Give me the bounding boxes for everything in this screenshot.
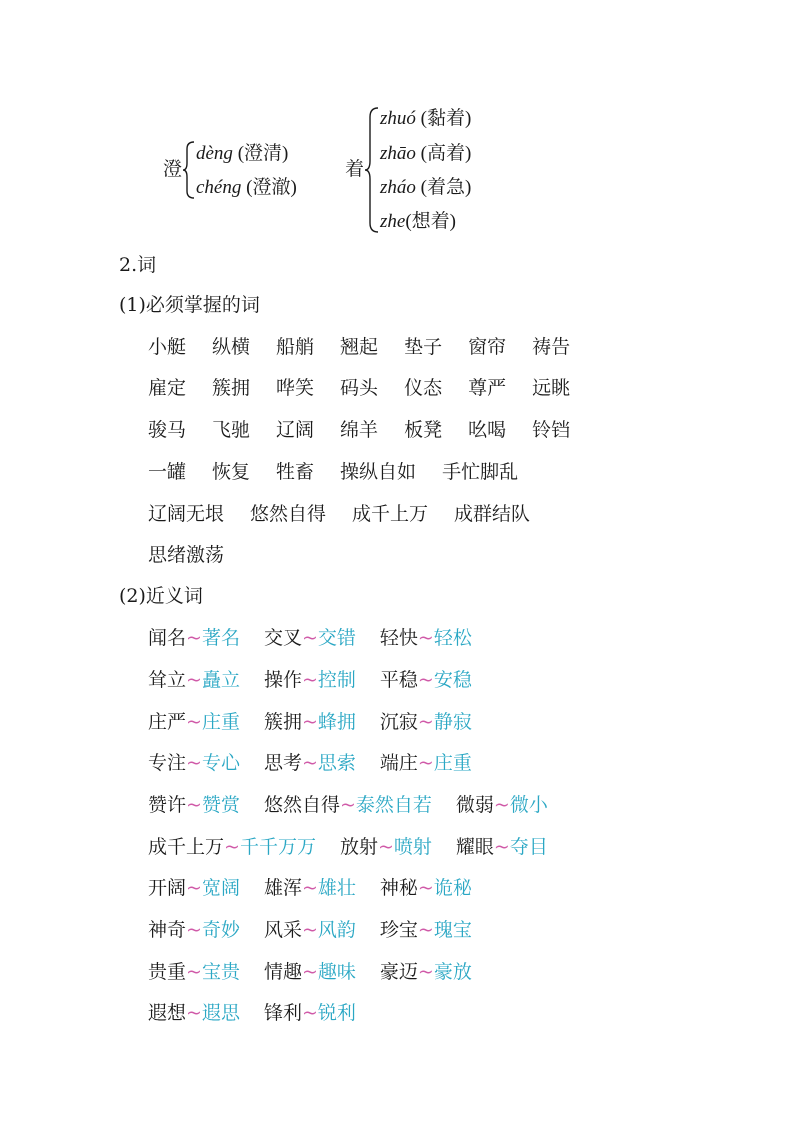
reading-zhao2 bbox=[380, 177, 471, 199]
synonym-pair bbox=[148, 752, 240, 774]
synonym-match: 喷射 bbox=[393, 836, 432, 858]
synonym-pair bbox=[380, 627, 472, 649]
synonym-match: 思索 bbox=[317, 752, 356, 774]
synonym-pair bbox=[264, 627, 356, 649]
example-deng: (澄清) bbox=[232, 143, 289, 164]
synonym-word: 闻名 bbox=[148, 627, 187, 649]
word-row bbox=[148, 418, 596, 442]
pinyin-deng: dèng bbox=[196, 143, 233, 164]
tilde-separator: ~ bbox=[186, 669, 202, 691]
tilde-separator: ~ bbox=[186, 1002, 202, 1024]
tilde-separator: ~ bbox=[186, 877, 202, 899]
tilde-separator: ~ bbox=[417, 877, 434, 899]
tilde-separator: ~ bbox=[493, 794, 510, 816]
synonym-match: 宽阔 bbox=[201, 877, 240, 899]
synonym-word: 庄严 bbox=[148, 711, 187, 733]
example-zhuo: (黏着) bbox=[415, 108, 472, 129]
synonym-match: 蜂拥 bbox=[317, 711, 356, 733]
word-item: 翘起 bbox=[340, 336, 379, 358]
reading-zhao1 bbox=[380, 143, 471, 165]
reading-zhe bbox=[380, 211, 456, 233]
tilde-separator: ~ bbox=[417, 919, 434, 941]
synonym-match: 庄重 bbox=[201, 711, 240, 733]
synonym-match: 趣味 bbox=[317, 961, 356, 983]
synonym-pair bbox=[264, 919, 356, 941]
synonym-word: 贵重 bbox=[148, 961, 187, 983]
word-item: 绵羊 bbox=[340, 419, 379, 441]
polyphone-char-zhe: 着 bbox=[345, 158, 365, 180]
synonym-pair bbox=[264, 794, 432, 816]
synonym-word: 平稳 bbox=[379, 669, 418, 691]
synonym-row bbox=[148, 626, 496, 650]
synonym-pair bbox=[456, 836, 548, 858]
synonym-match: 瑰宝 bbox=[433, 919, 472, 941]
tilde-separator: ~ bbox=[186, 627, 202, 649]
synonym-row bbox=[148, 710, 496, 734]
word-item: 飞驰 bbox=[212, 419, 251, 441]
synonym-row bbox=[148, 1001, 380, 1025]
word-item: 小艇 bbox=[148, 336, 187, 358]
synonym-match: 庄重 bbox=[433, 752, 472, 774]
synonym-word: 耸立 bbox=[148, 669, 187, 691]
example-zhe: (想着) bbox=[405, 211, 456, 232]
synonym-word: 放射 bbox=[339, 836, 378, 858]
word-item: 辽阔无垠 bbox=[148, 503, 225, 525]
synonym-match: 专心 bbox=[201, 752, 240, 774]
synonym-word: 沉寂 bbox=[379, 711, 418, 733]
synonym-match: 雄壮 bbox=[317, 877, 356, 899]
synonym-word: 悠然自得 bbox=[263, 794, 340, 816]
word-row bbox=[148, 376, 596, 400]
word-item: 辽阔 bbox=[276, 419, 315, 441]
synonym-pair bbox=[380, 711, 472, 733]
synonym-pair bbox=[380, 752, 472, 774]
tilde-separator: ~ bbox=[301, 919, 318, 941]
pinyin-zhao2: zháo bbox=[380, 177, 416, 198]
word-item: 成群结队 bbox=[454, 503, 531, 525]
synonym-match: 控制 bbox=[317, 669, 356, 691]
synonym-word: 思考 bbox=[263, 752, 302, 774]
tilde-separator: ~ bbox=[301, 752, 318, 774]
word-item: 板凳 bbox=[404, 419, 443, 441]
synonym-word: 遐想 bbox=[148, 1002, 187, 1024]
word-item: 垫子 bbox=[404, 336, 443, 358]
synonym-pair bbox=[148, 627, 240, 649]
synonym-match: 宝贵 bbox=[201, 961, 240, 983]
word-item: 操纵自如 bbox=[340, 461, 417, 483]
synonym-match: 矗立 bbox=[201, 669, 240, 691]
synonym-match: 微小 bbox=[509, 794, 548, 816]
synonym-word: 神秘 bbox=[379, 877, 418, 899]
synonym-pair bbox=[148, 919, 240, 941]
synonym-row bbox=[148, 793, 572, 817]
synonym-pair bbox=[456, 794, 548, 816]
synonym-word: 锋利 bbox=[263, 1002, 302, 1024]
synonym-pair bbox=[148, 1002, 240, 1024]
tilde-separator: ~ bbox=[186, 752, 202, 774]
tilde-separator: ~ bbox=[224, 836, 240, 858]
synonym-word: 专注 bbox=[148, 752, 187, 774]
synonym-pair bbox=[148, 877, 240, 899]
word-item: 码头 bbox=[340, 377, 379, 399]
word-item: 窗帘 bbox=[468, 336, 507, 358]
word-item: 悠然自得 bbox=[250, 503, 327, 525]
synonym-pair bbox=[380, 919, 472, 941]
example-zhao2: (着急) bbox=[415, 177, 472, 198]
left-brace-zhe bbox=[365, 107, 379, 233]
synonym-word: 耀眼 bbox=[455, 836, 494, 858]
synonym-row bbox=[148, 668, 496, 692]
section-title: 2.词 bbox=[119, 254, 157, 276]
word-item: 牲畜 bbox=[276, 461, 315, 483]
synonym-pair bbox=[380, 961, 472, 983]
word-row bbox=[148, 502, 556, 526]
word-item: 思绪激荡 bbox=[148, 544, 225, 566]
synonym-word: 开阔 bbox=[148, 877, 187, 899]
synonym-word: 操作 bbox=[263, 669, 302, 691]
synonym-word: 端庄 bbox=[379, 752, 418, 774]
synonym-word: 簇拥 bbox=[263, 711, 302, 733]
synonym-pair bbox=[148, 794, 240, 816]
synonym-word: 珍宝 bbox=[379, 919, 418, 941]
polyphone-char-deng: 澄 bbox=[163, 158, 183, 180]
tilde-separator: ~ bbox=[417, 961, 434, 983]
synonym-word: 神奇 bbox=[148, 919, 187, 941]
word-item: 铃铛 bbox=[532, 419, 571, 441]
synonym-match: 著名 bbox=[201, 627, 240, 649]
synonym-word: 赞许 bbox=[148, 794, 187, 816]
synonym-pair bbox=[264, 1002, 356, 1024]
synonym-word: 微弱 bbox=[455, 794, 494, 816]
synonym-match: 遐思 bbox=[201, 1002, 240, 1024]
synonym-match: 交错 bbox=[317, 627, 356, 649]
synonyms-title: (2)近义词 bbox=[119, 585, 203, 607]
word-item: 吆喝 bbox=[468, 419, 507, 441]
synonym-pair bbox=[264, 961, 356, 983]
synonym-row bbox=[148, 876, 496, 900]
synonym-pair bbox=[148, 961, 240, 983]
word-item: 祷告 bbox=[532, 336, 571, 358]
synonym-match: 诡秘 bbox=[433, 877, 472, 899]
must-know-title: (1)必须掌握的词 bbox=[119, 294, 260, 316]
example-cheng: (澄澈) bbox=[241, 177, 297, 198]
synonym-match: 千千万万 bbox=[239, 836, 316, 858]
synonym-pair bbox=[380, 877, 472, 899]
synonym-pair bbox=[340, 836, 432, 858]
synonym-match: 风韵 bbox=[317, 919, 356, 941]
synonym-match: 静寂 bbox=[433, 711, 472, 733]
tilde-separator: ~ bbox=[186, 961, 202, 983]
tilde-separator: ~ bbox=[339, 794, 356, 816]
word-item: 骏马 bbox=[148, 419, 187, 441]
synonym-word: 交叉 bbox=[263, 627, 302, 649]
tilde-separator: ~ bbox=[377, 836, 394, 858]
pinyin-zhuo: zhuó bbox=[380, 108, 416, 129]
tilde-separator: ~ bbox=[493, 836, 510, 858]
tilde-separator: ~ bbox=[417, 752, 434, 774]
synonym-row bbox=[148, 960, 496, 984]
reading-cheng bbox=[196, 177, 297, 199]
word-item: 船艄 bbox=[276, 336, 315, 358]
synonym-match: 锐利 bbox=[317, 1002, 356, 1024]
word-item: 仪态 bbox=[404, 377, 443, 399]
word-item: 一罐 bbox=[148, 461, 187, 483]
reading-deng bbox=[196, 143, 288, 165]
word-row bbox=[148, 543, 250, 567]
word-item: 雇定 bbox=[148, 377, 187, 399]
pinyin-cheng: chéng bbox=[196, 177, 242, 198]
left-brace-deng bbox=[183, 141, 195, 199]
tilde-separator: ~ bbox=[301, 711, 318, 733]
word-item: 尊严 bbox=[468, 377, 507, 399]
synonym-pair bbox=[148, 669, 240, 691]
tilde-separator: ~ bbox=[301, 627, 318, 649]
word-item: 哗笑 bbox=[276, 377, 315, 399]
synonym-word: 轻快 bbox=[379, 627, 418, 649]
tilde-separator: ~ bbox=[301, 669, 318, 691]
synonym-pair bbox=[264, 711, 356, 733]
synonym-match: 安稳 bbox=[433, 669, 472, 691]
word-item: 远眺 bbox=[532, 377, 571, 399]
word-row bbox=[148, 460, 544, 484]
synonym-word: 豪迈 bbox=[379, 961, 418, 983]
reading-zhuo bbox=[380, 108, 471, 130]
synonym-row bbox=[148, 918, 496, 942]
synonym-pair bbox=[264, 877, 356, 899]
synonym-match: 豪放 bbox=[433, 961, 472, 983]
tilde-separator: ~ bbox=[417, 669, 434, 691]
synonym-pair bbox=[264, 669, 356, 691]
word-row bbox=[148, 335, 596, 359]
tilde-separator: ~ bbox=[186, 919, 202, 941]
synonym-row bbox=[148, 835, 572, 859]
tilde-separator: ~ bbox=[417, 711, 434, 733]
synonym-pair bbox=[264, 752, 356, 774]
synonym-pair bbox=[148, 711, 240, 733]
synonym-row bbox=[148, 751, 496, 775]
tilde-separator: ~ bbox=[301, 1002, 318, 1024]
synonym-match: 奇妙 bbox=[201, 919, 240, 941]
tilde-separator: ~ bbox=[186, 794, 202, 816]
synonym-pair bbox=[380, 669, 472, 691]
word-item: 成千上万 bbox=[352, 503, 429, 525]
synonym-word: 雄浑 bbox=[263, 877, 302, 899]
example-zhao1: (高着) bbox=[415, 143, 472, 164]
synonym-match: 泰然自若 bbox=[355, 794, 432, 816]
word-item: 手忙脚乱 bbox=[442, 461, 519, 483]
tilde-separator: ~ bbox=[301, 961, 318, 983]
word-item: 簇拥 bbox=[212, 377, 251, 399]
synonym-match: 夺目 bbox=[509, 836, 548, 858]
synonym-word: 情趣 bbox=[263, 961, 302, 983]
tilde-separator: ~ bbox=[186, 711, 202, 733]
word-item: 纵横 bbox=[212, 336, 251, 358]
synonym-match: 赞赏 bbox=[201, 794, 240, 816]
pinyin-zhao1: zhāo bbox=[380, 143, 416, 164]
synonym-pair bbox=[148, 836, 316, 858]
word-item: 恢复 bbox=[212, 461, 251, 483]
synonym-word: 风采 bbox=[263, 919, 302, 941]
pinyin-zhe: zhe bbox=[380, 211, 406, 232]
synonym-word: 成千上万 bbox=[148, 836, 225, 858]
synonym-match: 轻松 bbox=[433, 627, 472, 649]
tilde-separator: ~ bbox=[417, 627, 434, 649]
tilde-separator: ~ bbox=[301, 877, 318, 899]
